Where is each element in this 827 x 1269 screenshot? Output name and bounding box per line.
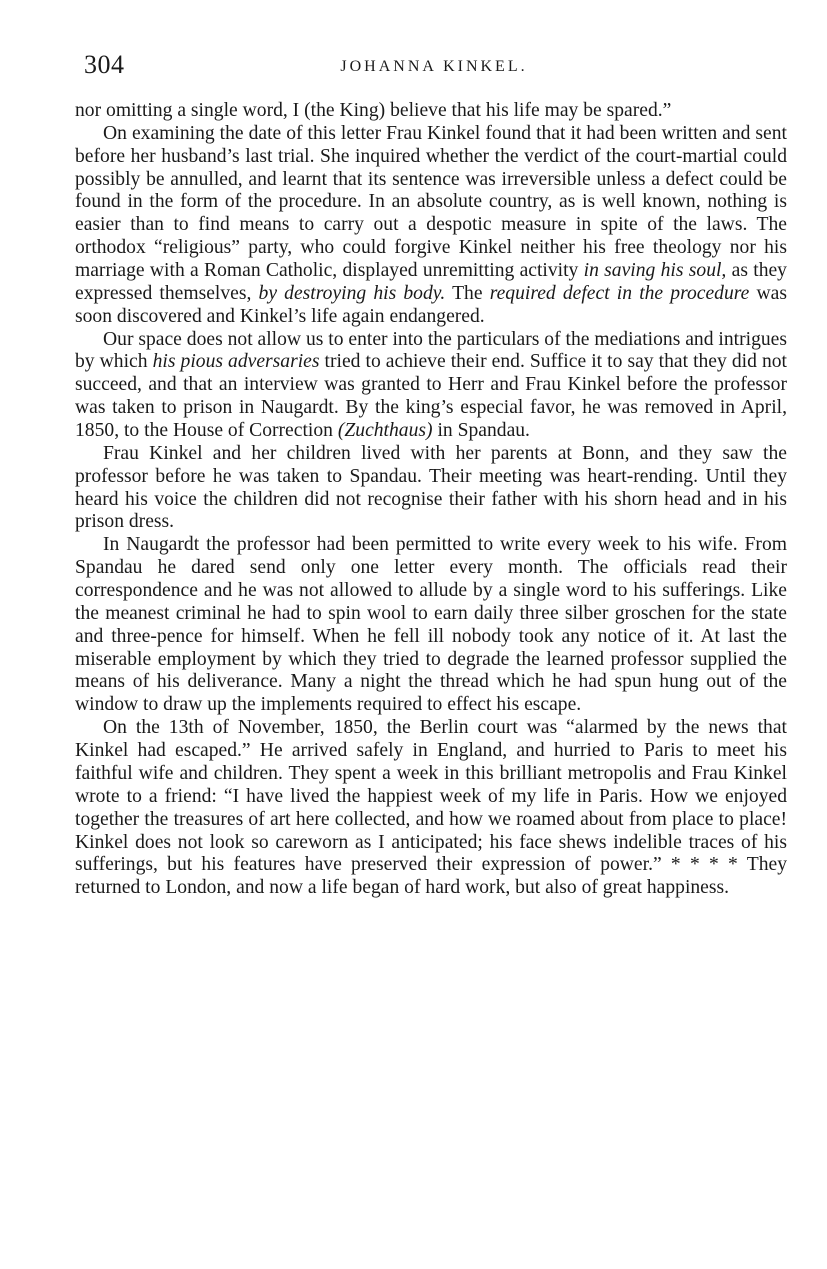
text-run: as they expressed themselves, (75, 260, 787, 304)
page-header (80, 50, 788, 84)
paragraph (75, 534, 787, 717)
italic-run: required defect in the procedure (489, 282, 750, 304)
paragraph (75, 329, 787, 443)
italic-run: (Zuchthaus) (337, 420, 433, 442)
paragraph (75, 100, 787, 123)
paragraph (75, 717, 787, 900)
text-run: On examining the date of this letter Frau Kinkel found that it had been written and sent before her husband’s last trial. She inquired whether the verdict of the court-martial could possibly be annulled, and learnt that its sentence was irreversible unless a defect could be found in the form of the procedure. In an absolute country, as is well known, nothing is easier than to find means to carry out a despotic measure in spite of the laws. The orthodox “religious” party, who could forgive Kinkel neither his free theology nor his marriage with a Roman Catholic, displayed unremitting activity (75, 122, 787, 282)
paragraph (75, 123, 787, 329)
page-number: 304 (84, 50, 125, 79)
running-title: JOHANNA KINKEL. (340, 58, 528, 75)
italic-run: in saving his soul, (583, 260, 727, 282)
paragraph (75, 443, 787, 534)
text-run: On the 13th of November, 1850, the Berlin court was “alarmed by the news that Kinkel had escaped.” He arrived safely in England, and hurried to Paris to meet his faithful wife and children. They spent a week in this brilliant metropolis and Frau Kinkel wrote to a friend: “I have lived the happiest week of my life in Paris. How we enjoyed together the treasures of art here collected, and how we roamed about from place to place! Kinkel does not look so careworn as I anticipated; his face shews indelible traces of his sufferings, but his features have preserved their expression of power.” * * * * They returned to London, and now a life began of hard work, but also of great happiness. (75, 717, 787, 899)
italic-run: his pious adversaries (152, 351, 320, 373)
italic-run: by destroying his body. (258, 282, 446, 304)
text-run: in Spandau. (432, 420, 530, 442)
text-run: nor omitting a single word, I (the King) believe that his life may be spared.” (75, 100, 672, 121)
text-run: In Naugardt the professor had been permitted to write every week to his wife. From Spandau he dared send only one letter every month. The officials read their correspondence and he was not allowed to allude by a single word to his sufferings. Like the meanest criminal he had to spin wool to earn daily three silber groschen for the state and three-pence for himself. When he fell ill nobody took any notice of it. At last the miserable employment by which they tried to degrade the learned professor supplied the means of his deliverance. Many a night the thread which he had spun hung out of the window to draw up the implements required to effect his escape. (75, 534, 787, 716)
text-run: tried to achieve their end. Suffice it to say that they did not succeed, and that an interview was granted to Herr and Frau Kinkel before the professor was taken to prison in Naugardt. By the king’s especial favor, he was removed in April, 1850, to the House of Correction (75, 351, 787, 442)
body-text (75, 100, 787, 900)
text-run: The (445, 282, 490, 304)
text-run: Our space does not allow us to enter into the particulars of the mediations and intrigues by which (75, 328, 787, 373)
text-run: was soon discovered and Kinkel’s life again endangered. (75, 282, 788, 327)
text-run: Frau Kinkel and her children lived with her parents at Bonn, and they saw the professor before he was taken to Spandau. Their meeting was heart-rending. Until they heard his voice the children did not recognise their father with his shorn head and in his prison dress. (75, 442, 787, 533)
